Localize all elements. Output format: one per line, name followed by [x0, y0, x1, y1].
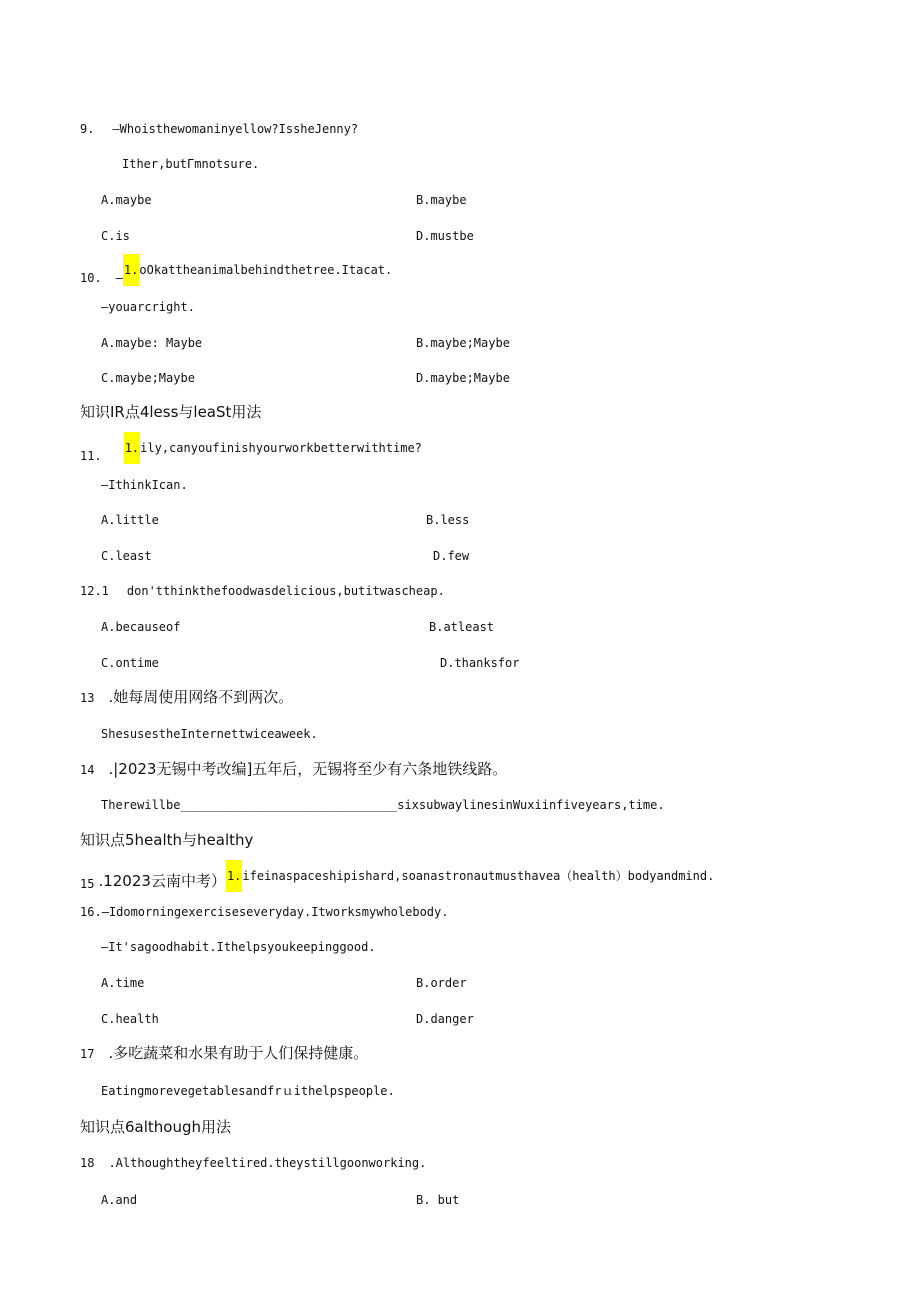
q9-option-a[interactable]: A.maybe	[101, 193, 152, 207]
q13-number: 13	[80, 691, 95, 705]
q15-number: 15	[80, 877, 95, 891]
q16-option-b[interactable]: B.order	[416, 976, 467, 990]
q18-option-a[interactable]: A.and	[101, 1193, 138, 1207]
q10-line2: —youarcright.	[101, 300, 195, 314]
q17-number: 17	[80, 1047, 95, 1061]
q10-dash: —	[115, 271, 123, 285]
q16-option-c[interactable]: C.health	[101, 1012, 159, 1026]
q16-option-a[interactable]: A.time	[101, 976, 145, 990]
q16-line2: —It'sagoodhabit.Ithelpsyoukeepinggood.	[101, 940, 376, 954]
section-heading-5: 知识点5health与healthy	[80, 831, 254, 849]
q12-option-a[interactable]: A.becauseof	[101, 620, 181, 634]
q18-stem-line	[80, 1155, 426, 1171]
q14-number: 14	[80, 763, 95, 777]
q11-option-c[interactable]: C.least	[101, 549, 152, 563]
q9-number: 9.	[80, 122, 95, 136]
q10-stem: oOkattheanimalbehindthetree.Itacat.	[139, 263, 393, 277]
q9-option-d[interactable]: D.mustbe	[416, 229, 474, 243]
q18-number: 18	[80, 1156, 95, 1170]
q11-number: 11.	[80, 449, 102, 463]
q13-line2: ShesusestheInternettwiceaweek.	[101, 727, 318, 741]
q18-option-b[interactable]: B. but	[416, 1193, 460, 1207]
q9-stem: —Whoisthewomaninyellow?IssheJenny?	[112, 122, 359, 136]
q11-option-d[interactable]: D.few	[433, 549, 470, 563]
q16-stem: —Idomorningexerciseseveryday.Itworksmywholebody.	[101, 905, 449, 919]
q16-stem-line	[80, 904, 448, 920]
q14-answer-blank[interactable]: ______________________________	[180, 798, 398, 812]
q14-stem-line	[80, 759, 507, 779]
q15-stem-line	[80, 860, 714, 892]
q9-option-c[interactable]: C.is	[101, 229, 130, 243]
q9-option-b[interactable]: B.maybe	[416, 193, 467, 207]
q10-option-c[interactable]: C.maybe;Maybe	[101, 371, 195, 385]
q11-option-a[interactable]: A.little	[101, 513, 159, 527]
q10-stem-line	[80, 254, 392, 286]
q11-line2: —IthinkIcan.	[101, 478, 188, 492]
q11-option-b[interactable]: B.less	[426, 513, 470, 527]
q10-option-a[interactable]: A.maybe: Maybe	[101, 336, 203, 350]
q10-option-d[interactable]: D.maybe;Maybe	[416, 371, 510, 385]
q17-stem-line	[80, 1043, 368, 1063]
q16-option-d[interactable]: D.danger	[416, 1012, 474, 1026]
q10-highlight: 1.	[123, 254, 139, 286]
q11-highlight: 1.	[124, 432, 140, 464]
q17-stem: .多吃蔬菜和水果有助于人们保持健康。	[108, 1044, 369, 1062]
q14-stem: .|2023无锡中考改编]五年后，无锡将至少有六条地铁线路。	[108, 760, 508, 778]
q12-stem: don'tthinkthefoodwasdelicious,butitwascheap.	[126, 584, 445, 598]
q14-line2-start: Therewillbe	[101, 798, 181, 812]
section-heading-6: 知识点6although用法	[80, 1118, 232, 1136]
q9-line2: Ither,butΓmnotsure.	[122, 157, 260, 171]
q9-stem-line	[80, 121, 358, 137]
q15-source: .12023云南中考）	[98, 872, 226, 890]
q16-number: 16.	[80, 905, 102, 919]
q11-stem: ily,canyoufinishyourworkbetterwithtime?	[140, 441, 422, 455]
q15-stem: ifeinaspaceshipishard,soanastronautmusthavea（health）bodyandmind.	[242, 869, 715, 883]
q12-number: 12.1	[80, 584, 109, 598]
q15-highlight: 1.	[226, 860, 242, 892]
q18-stem: .Althoughtheyfeeltired.theystillgoonworking.	[108, 1156, 427, 1170]
q12-option-c[interactable]: C.ontime	[101, 656, 159, 670]
q13-stem: .她每周使用网络不到两次。	[108, 688, 294, 706]
q13-stem-line	[80, 687, 293, 707]
q11-stem-line	[80, 432, 422, 464]
q10-option-b[interactable]: B.maybe;Maybe	[416, 336, 510, 350]
q12-option-d[interactable]: D.thanksfor	[440, 656, 520, 670]
section-heading-4: 知识IR点4less与leaSt用法	[80, 403, 262, 421]
q17-line2: Eatingmorevegetablesandfrｕithelpspeople.	[101, 1084, 395, 1098]
q12-stem-line	[80, 583, 445, 599]
q14-line2-end: sixsubwaylinesinWuxiinfiveyears,time.	[397, 798, 665, 812]
q10-number: 10.	[80, 271, 102, 285]
q12-option-b[interactable]: B.atleast	[429, 620, 495, 634]
q14-line2	[101, 797, 665, 813]
